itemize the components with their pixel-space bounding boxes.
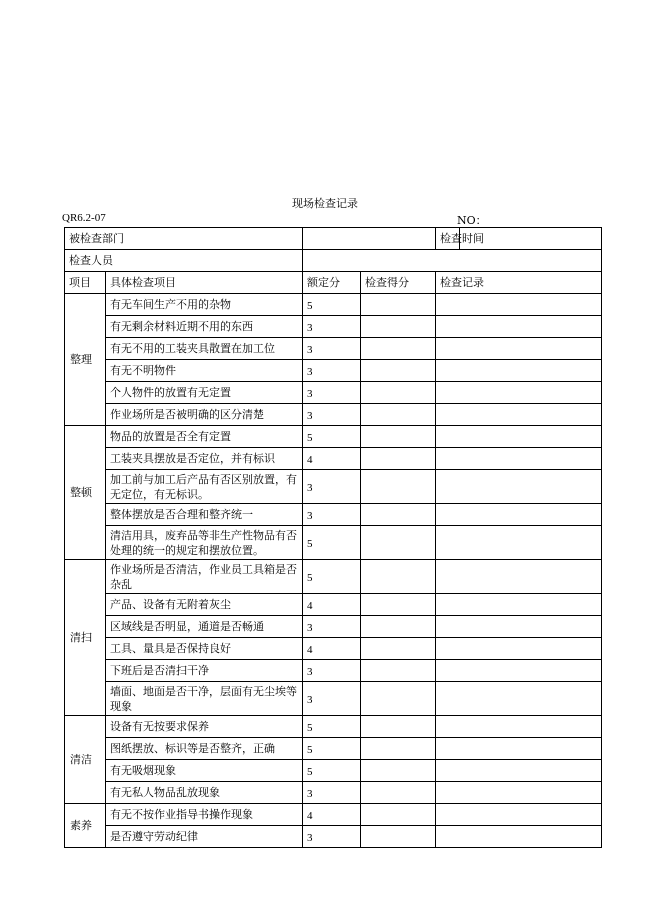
check-record[interactable] <box>436 526 602 560</box>
table-row <box>65 594 602 616</box>
page-title: 现场检查记录 <box>292 197 358 210</box>
actual-score[interactable] <box>361 338 436 360</box>
column-header-row <box>65 272 602 294</box>
table-row <box>65 738 602 760</box>
rated-score: 5 <box>303 294 361 316</box>
check-item: 工具、量具是否保持良好 <box>106 638 303 660</box>
table-row <box>65 782 602 804</box>
rated-score: 5 <box>303 526 361 560</box>
check-item: 有无不用的工装夹具散置在加工位 <box>106 338 303 360</box>
check-item: 物品的放置是否全有定置 <box>106 426 303 448</box>
rated-score: 4 <box>303 594 361 616</box>
table-row <box>65 638 602 660</box>
check-item: 是否遵守劳动纪律 <box>106 826 303 848</box>
table-row <box>65 448 602 470</box>
rated-score: 5 <box>303 738 361 760</box>
dept-value[interactable] <box>303 228 436 250</box>
check-item: 工装夹具摆放是否定位，并有标识 <box>106 448 303 470</box>
inspector-value[interactable] <box>303 250 602 272</box>
table-row <box>65 560 602 594</box>
check-record[interactable] <box>436 426 602 448</box>
check-item: 区域线是否明显，通道是否畅通 <box>106 616 303 638</box>
inspector-label: 检查人员 <box>65 250 303 272</box>
rated-score: 3 <box>303 382 361 404</box>
actual-score[interactable] <box>361 616 436 638</box>
actual-score[interactable] <box>361 504 436 526</box>
table-row <box>65 616 602 638</box>
table-row <box>65 338 602 360</box>
check-item: 产品、设备有无附着灰尘 <box>106 594 303 616</box>
check-record[interactable] <box>436 382 602 404</box>
time-label: 检查时间 <box>436 228 460 250</box>
inspection-table <box>64 227 602 848</box>
check-item: 有无吸烟现象 <box>106 760 303 782</box>
form-code: QR6.2-07 <box>62 212 106 224</box>
actual-score[interactable] <box>361 804 436 826</box>
actual-score[interactable] <box>361 738 436 760</box>
check-record[interactable] <box>436 660 602 682</box>
actual-score[interactable] <box>361 660 436 682</box>
rated-score: 3 <box>303 826 361 848</box>
actual-score[interactable] <box>361 448 436 470</box>
actual-score[interactable] <box>361 638 436 660</box>
check-record[interactable] <box>436 560 602 594</box>
check-record[interactable] <box>436 294 602 316</box>
rated-score: 3 <box>303 504 361 526</box>
rated-score: 3 <box>303 616 361 638</box>
dept-row <box>65 228 602 250</box>
check-record[interactable] <box>436 594 602 616</box>
check-record[interactable] <box>436 404 602 426</box>
table-row <box>65 716 602 738</box>
rated-score: 5 <box>303 426 361 448</box>
check-record[interactable] <box>436 616 602 638</box>
rated-score: 4 <box>303 448 361 470</box>
rated-score: 3 <box>303 682 361 716</box>
table-row <box>65 826 602 848</box>
rated-score: 5 <box>303 560 361 594</box>
actual-score[interactable] <box>361 716 436 738</box>
actual-score[interactable] <box>361 360 436 382</box>
check-item: 墙面、地面是否干净，层面有无尘埃等现象 <box>106 682 303 716</box>
check-record[interactable] <box>436 448 602 470</box>
actual-score[interactable] <box>361 682 436 716</box>
form-number-label: NO： <box>457 214 487 227</box>
section-name: 整理 <box>65 294 106 426</box>
table-row <box>65 504 602 526</box>
check-record[interactable] <box>436 738 602 760</box>
table-row <box>65 682 602 716</box>
col-header-score: 检查得分 <box>361 272 436 294</box>
actual-score[interactable] <box>361 470 436 504</box>
rated-score: 3 <box>303 360 361 382</box>
table-row <box>65 760 602 782</box>
rated-score: 3 <box>303 404 361 426</box>
actual-score[interactable] <box>361 316 436 338</box>
actual-score[interactable] <box>361 526 436 560</box>
check-record[interactable] <box>436 760 602 782</box>
check-record[interactable] <box>436 782 602 804</box>
check-item: 作业场所是否清洁，作业员工具箱是否杂乱 <box>106 560 303 594</box>
table-row <box>65 404 602 426</box>
check-record[interactable] <box>436 716 602 738</box>
check-record[interactable] <box>436 470 602 504</box>
col-header-record: 检查记录 <box>436 272 602 294</box>
dept-label: 被检查部门 <box>65 228 303 250</box>
check-item: 图纸摆放、标识等是否整齐，正确 <box>106 738 303 760</box>
check-item: 整体摆放是否合理和整齐统一 <box>106 504 303 526</box>
check-record[interactable] <box>436 316 602 338</box>
rated-score: 4 <box>303 804 361 826</box>
check-item: 有无不按作业指导书操作现象 <box>106 804 303 826</box>
check-item: 有无剩余材料近期不用的东西 <box>106 316 303 338</box>
rated-score: 3 <box>303 316 361 338</box>
table-row <box>65 804 602 826</box>
rated-score: 5 <box>303 760 361 782</box>
section-name: 清扫 <box>65 560 106 716</box>
actual-score[interactable] <box>361 294 436 316</box>
actual-score[interactable] <box>361 382 436 404</box>
actual-score[interactable] <box>361 826 436 848</box>
check-record[interactable] <box>436 682 602 716</box>
check-item: 作业场所是否被明确的区分清楚 <box>106 404 303 426</box>
check-item: 有无不明物件 <box>106 360 303 382</box>
check-record[interactable] <box>436 504 602 526</box>
table-row <box>65 660 602 682</box>
table-row <box>65 426 602 448</box>
col-header-category: 项目 <box>65 272 106 294</box>
table-row <box>65 526 602 560</box>
check-record[interactable] <box>436 804 602 826</box>
col-header-rated: 额定分 <box>303 272 361 294</box>
actual-score[interactable] <box>361 594 436 616</box>
col-header-item: 具体检查项目 <box>106 272 303 294</box>
inspector-row <box>65 250 602 272</box>
rated-score: 3 <box>303 470 361 504</box>
actual-score[interactable] <box>361 426 436 448</box>
check-record[interactable] <box>436 638 602 660</box>
actual-score[interactable] <box>361 782 436 804</box>
actual-score[interactable] <box>361 404 436 426</box>
check-record[interactable] <box>436 360 602 382</box>
table-row <box>65 360 602 382</box>
table-row <box>65 470 602 504</box>
rated-score: 4 <box>303 638 361 660</box>
rated-score: 3 <box>303 338 361 360</box>
check-item: 加工前与加工后产品有否区别放置，有无定位，有无标识。 <box>106 470 303 504</box>
check-item: 有无私人物品乱放现象 <box>106 782 303 804</box>
section-name: 清洁 <box>65 716 106 804</box>
table-row <box>65 294 602 316</box>
rated-score: 3 <box>303 660 361 682</box>
table-row <box>65 382 602 404</box>
table-row <box>65 316 602 338</box>
check-item: 设备有无按要求保养 <box>106 716 303 738</box>
check-item: 清洁用具，废弃品等非生产性物品有否处理的统一的规定和摆放位置。 <box>106 526 303 560</box>
section-name: 素养 <box>65 804 106 848</box>
check-item: 下班后是否清扫干净 <box>106 660 303 682</box>
actual-score[interactable] <box>361 760 436 782</box>
check-record[interactable] <box>436 338 602 360</box>
check-item: 有无车间生产不用的杂物 <box>106 294 303 316</box>
check-record[interactable] <box>436 826 602 848</box>
rated-score: 5 <box>303 716 361 738</box>
section-name: 整顿 <box>65 426 106 560</box>
rated-score: 3 <box>303 782 361 804</box>
check-item: 个人物件的放置有无定置 <box>106 382 303 404</box>
actual-score[interactable] <box>361 560 436 594</box>
